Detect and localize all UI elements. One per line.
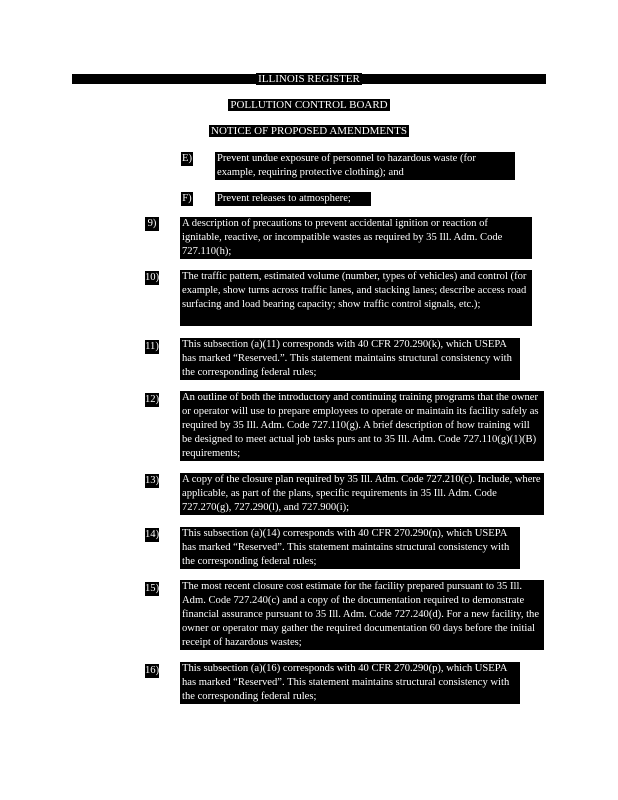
sub-item-label: F) (182, 193, 192, 204)
item-text: The most recent closure cost estimate for the facility prepared pursuant to 35 Ill. Adm. Code 727.240(c) and a copy of the documentation required to demonstrate financial assurance pursuant to 35 Ill. Adm. Code 727.240(d). For a new facility, the owner or operator may gather the required documentation 60 days before the initial receipt of hazardous wastes; (180, 580, 544, 650)
item-text: This subsection (a)(11) corresponds with 40 CFR 270.290(k), which USEPA has marked “Reserved.”. This statement maintains structural consistency with the corresponding federal rules; (180, 338, 520, 380)
item-text: An outline of both the introductory and continuing training programs that the owner or operator will use to prepare employees to operate or maintain its facility safely as required by 35 Ill. Adm. Code 727.110(g). A brief description of how training will be designed to meet actual job tasks purs ant to 35 Ill. Adm. Code 727.110(g)(1)(B) requirements; (180, 391, 544, 461)
item-number: 11) (145, 341, 159, 352)
item-number: 10) (145, 272, 160, 283)
item-text: A copy of the closure plan required by 35 Ill. Adm. Code 727.210(c). Include, where applicable, as part of the plans, specific requirements in 35 Ill. Adm. Code 727.270(g), 727.290(l), and 727.900(i); (182, 474, 544, 513)
item-number: 15) (145, 583, 160, 594)
item-text: This subsection (a)(14) corresponds with 40 CFR 270.290(n), which USEPA has marked “Reserved”. This statement maintains structural consistency with the corresponding federal rules; (180, 527, 520, 569)
item-number: 13) (145, 475, 160, 486)
item-number: 16) (145, 665, 160, 676)
item-text: This subsection (a)(16) corresponds with 40 CFR 270.290(p), which USEPA has marked “Reserved”. This statement maintains structural consistency with the corresponding federal rules; (180, 662, 520, 704)
sub-item-text: Prevent undue exposure of personnel to hazardous waste (for example, requiring protective clothing); and (215, 152, 515, 180)
item-number: 12) (145, 394, 160, 405)
register-title: ILLINOIS REGISTER (258, 73, 360, 85)
sub-item-text: Prevent releases to atmosphere; (215, 192, 371, 206)
item-text: The traffic pattern, estimated volume (number, types of vehicles) and control (for example, show turns across traffic lanes, and stacking lanes; describe access road surfacing and load bearing capacity; show traffic control signals, etc.); (180, 270, 532, 326)
item-text: A description of precautions to prevent accidental ignition or reaction of ignitable, reactive, or incompatible wastes as required by 35 Ill. Adm. Code 727.110(h); (180, 217, 532, 259)
item-number: 9) (145, 217, 159, 231)
item-number: 14) (145, 529, 160, 540)
notice-title: NOTICE OF PROPOSED AMENDMENTS (211, 125, 407, 137)
sub-item-label: E) (182, 153, 192, 164)
board-title: POLLUTION CONTROL BOARD (230, 99, 388, 111)
